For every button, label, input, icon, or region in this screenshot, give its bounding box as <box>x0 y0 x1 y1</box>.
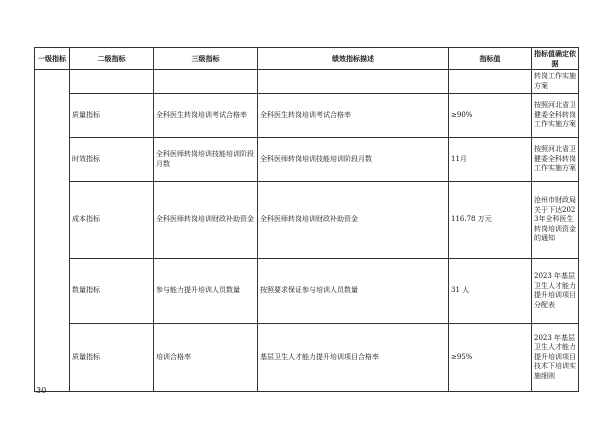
page-number: 30 <box>36 386 47 395</box>
level2-cell: 时效指标 <box>70 138 154 182</box>
basis-cell: 2023 年基层卫生人才能力提升培训项目技术下培训实施细则 <box>532 324 579 392</box>
table-row <box>35 70 579 94</box>
level1-cell <box>35 70 70 392</box>
description-cell: 全科医师转岗培训技能培训阶段月数 <box>258 138 449 182</box>
basis-cell: 沧州市财政局关于下达2023年全科医生转岗培训资金的通知 <box>532 182 579 259</box>
level3-cell: 全科医生转岗培训考试合格率 <box>154 94 258 138</box>
level3-cell: 参与能力提升培训人员数量 <box>154 259 258 324</box>
table-row <box>35 138 579 182</box>
level2-cell: 质量指标 <box>70 94 154 138</box>
description-cell: 基层卫生人才能力提升培训项目合格率 <box>258 324 449 392</box>
header-level3: 三级指标 <box>154 48 258 70</box>
level2-cell: 质量指标 <box>70 324 154 392</box>
table-row <box>35 94 579 138</box>
level2-cell <box>70 70 154 94</box>
header-description: 绩效指标描述 <box>258 48 449 70</box>
basis-cell: 2023 年基层卫生人才能力提升培训项目分配表 <box>532 259 579 324</box>
description-cell: 全科医师转岗培训财政补助资金 <box>258 182 449 259</box>
table-row <box>35 259 579 324</box>
value-cell <box>449 70 532 94</box>
description-cell: 按照要求保证参与培训人员数量 <box>258 259 449 324</box>
basis-cell: 按照河北省卫健委全科转岗工作实施方案 <box>532 138 579 182</box>
level2-cell: 数量指标 <box>70 259 154 324</box>
level3-cell: 全科医师转岗培训技能培训阶段月数 <box>154 138 258 182</box>
table-header-row <box>35 48 579 70</box>
header-basis: 指标值确定依据 <box>532 48 579 70</box>
value-cell: 31 人 <box>449 259 532 324</box>
description-cell <box>258 70 449 94</box>
basis-cell: 转岗工作实施方案 <box>532 70 579 94</box>
value-cell: 116.78 万元 <box>449 182 532 259</box>
value-cell: 11月 <box>449 138 532 182</box>
value-cell: ≥90% <box>449 94 532 138</box>
level3-cell: 培训合格率 <box>154 324 258 392</box>
table-row <box>35 182 579 259</box>
header-level2: 二级指标 <box>70 48 154 70</box>
basis-cell: 按照河北省卫健委全科转岗工作实施方案 <box>532 94 579 138</box>
header-value: 指标值 <box>449 48 532 70</box>
header-level1: 一级指标 <box>35 48 70 70</box>
value-cell: ≥95% <box>449 324 532 392</box>
description-cell: 全科医生转岗培训考试合格率 <box>258 94 449 138</box>
level3-cell <box>154 70 258 94</box>
performance-indicator-table <box>34 47 579 392</box>
level2-cell: 成本指标 <box>70 182 154 259</box>
level3-cell: 全科医师转岗培训财政补助资金 <box>154 182 258 259</box>
table-row <box>35 324 579 392</box>
